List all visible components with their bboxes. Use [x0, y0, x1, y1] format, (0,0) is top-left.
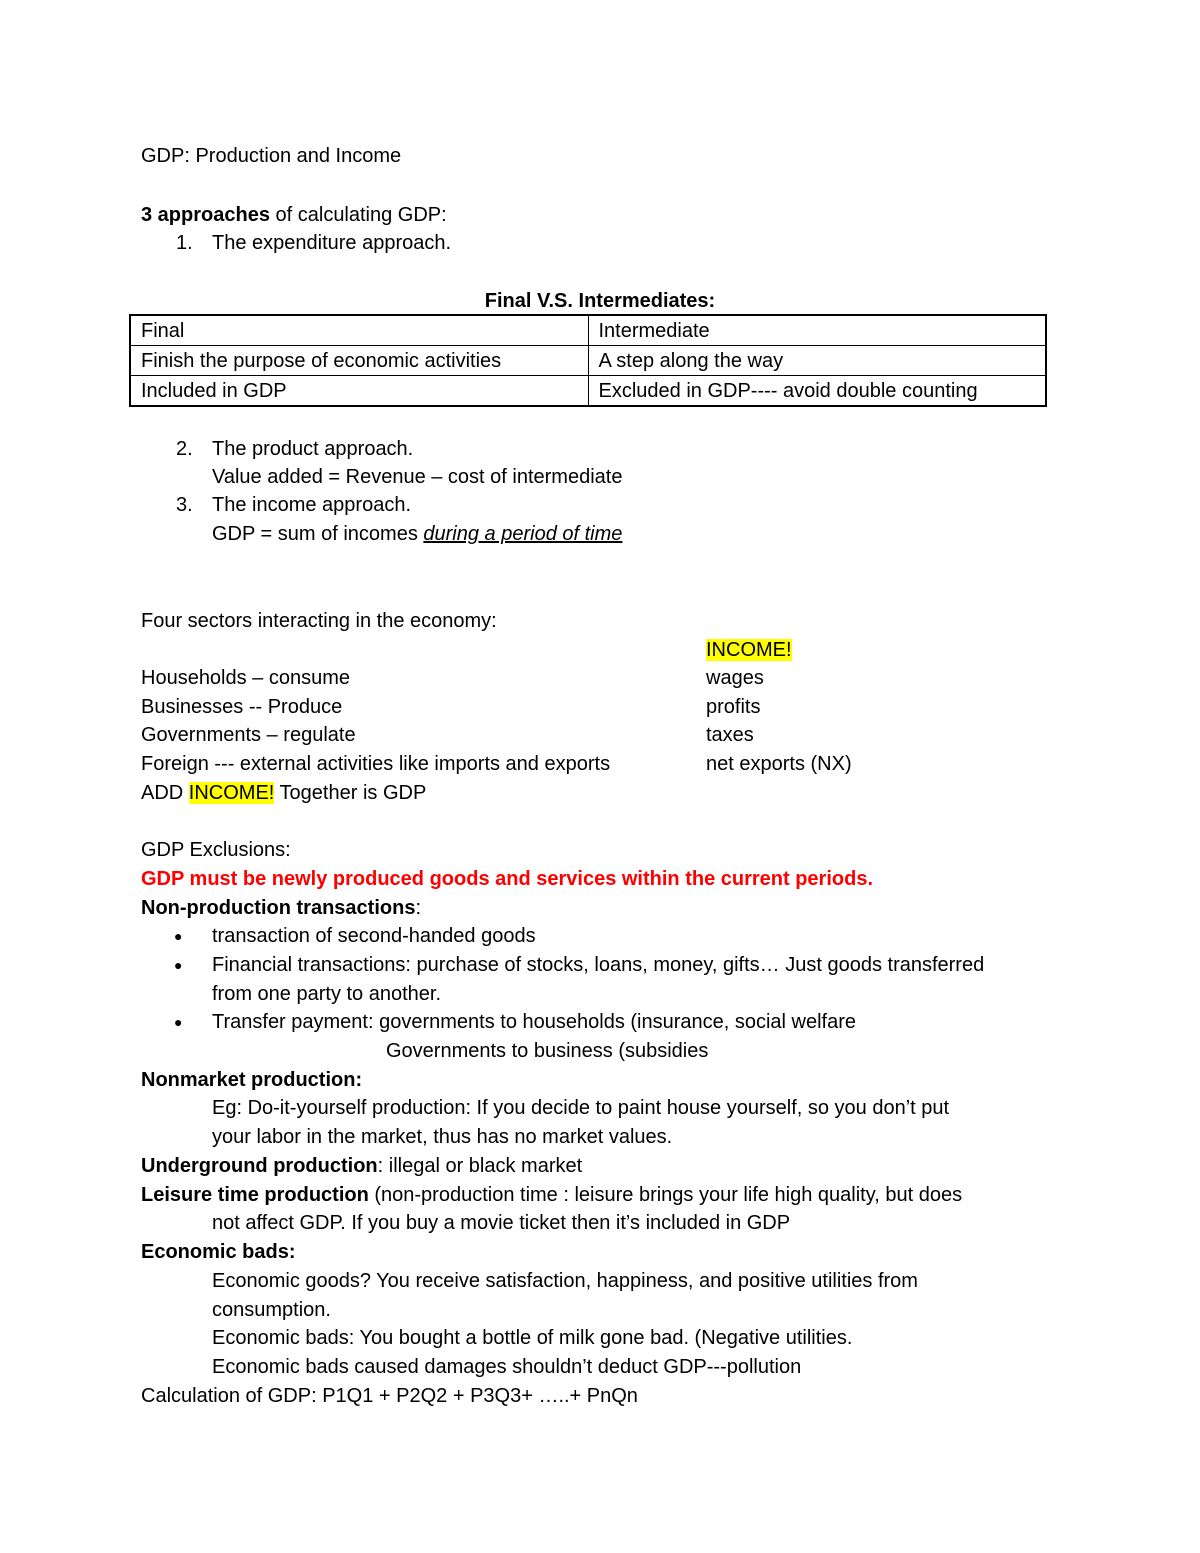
table-cell: A step along the way: [588, 346, 1046, 376]
economic-goods-cont: consumption.: [212, 1299, 331, 1321]
underground-line: [141, 1154, 582, 1178]
bullet-transfer: Transfer payment: governments to households (insurance, social welfare: [212, 1011, 857, 1033]
leisure-bold: Leisure time production: [141, 1184, 369, 1206]
income-approach: The income approach.: [212, 494, 412, 516]
nonproduction-heading-rest: :: [415, 897, 422, 919]
income-net-exports: net exports (NX): [706, 753, 852, 775]
income-header-highlight: INCOME!: [706, 639, 792, 661]
table-cell: Excluded in GDP---- avoid double counting: [588, 376, 1046, 407]
economic-bads-example: Economic bads: You bought a bottle of milk gone bad. (Negative utilities.: [212, 1327, 853, 1349]
underground-bold: Underground production: [141, 1155, 378, 1177]
income-formula: [212, 522, 622, 546]
table-row: [130, 346, 1046, 376]
sector-households: Households – consume: [141, 667, 351, 689]
bullet-icon: ●: [174, 957, 183, 973]
expenditure-approach: The expenditure approach.: [212, 232, 452, 254]
add-income-b: Together is GDP: [274, 782, 427, 804]
exclusions-heading: GDP Exclusions:: [141, 839, 291, 861]
add-income-highlight: INCOME!: [188, 782, 275, 804]
value-added-formula: Value added = Revenue – cost of intermediate: [212, 466, 623, 488]
nonmarket-heading: Nonmarket production:: [141, 1069, 363, 1091]
approaches-heading-rest: of calculating GDP:: [269, 204, 447, 226]
bullet-transfer-cont: Governments to business (subsidies: [386, 1040, 709, 1062]
income-taxes: taxes: [706, 724, 754, 746]
approaches-heading-bold: 3 approaches: [141, 204, 270, 226]
bullet-icon: ●: [174, 1014, 183, 1030]
table-row: [130, 315, 1046, 346]
bullet-icon: ●: [174, 928, 183, 944]
nonmarket-example: Eg: Do-it-yourself production: If you decide to paint house yourself, so you don’t put: [212, 1097, 950, 1119]
nonmarket-example-cont: your labor in the market, thus has no market values.: [212, 1126, 673, 1148]
economic-bads-heading: Economic bads:: [141, 1241, 296, 1263]
add-income-line: [141, 781, 426, 805]
table-cell: Final: [130, 315, 588, 346]
approaches-heading: [141, 203, 447, 227]
leisure-rest: (non-production time : leisure brings your life high quality, but does: [368, 1184, 963, 1206]
nonproduction-heading: [141, 896, 421, 920]
leisure-line: [141, 1183, 962, 1207]
table-row: [130, 376, 1046, 407]
economic-bads-pollution: Economic bads caused damages shouldn’t deduct GDP---pollution: [212, 1356, 802, 1378]
income-wages: wages: [706, 667, 764, 689]
income-header: [706, 638, 792, 662]
table-cell: Finish the purpose of economic activities: [130, 346, 588, 376]
add-income-a: ADD: [141, 782, 189, 804]
page-title: GDP: Production and Income: [141, 145, 402, 167]
gdp-calculation: Calculation of GDP: P1Q1 + P2Q2 + P3Q3+ …..+ PnQn: [141, 1385, 638, 1407]
underground-rest: : illegal or black market: [377, 1155, 583, 1177]
sectors-heading: Four sectors interacting in the economy:: [141, 610, 497, 632]
product-approach: The product approach.: [212, 438, 414, 460]
income-formula-text: GDP = sum of incomes: [212, 523, 424, 545]
sector-businesses: Businesses -- Produce: [141, 696, 343, 718]
bullet-second-hand: transaction of second-handed goods: [212, 925, 536, 947]
table-cell: Intermediate: [588, 315, 1046, 346]
economic-goods-line: Economic goods? You receive satisfaction, happiness, and positive utilities from: [212, 1270, 918, 1292]
list-number-3: 3.: [176, 494, 193, 516]
nonproduction-heading-bold: Non-production transactions: [141, 897, 416, 919]
bullet-financial-cont: from one party to another.: [212, 983, 442, 1005]
list-number-1: 1.: [176, 232, 193, 254]
leisure-line-cont: not affect GDP. If you buy a movie ticket then it’s included in GDP: [212, 1212, 791, 1234]
bullet-financial: Financial transactions: purchase of stocks, loans, money, gifts… Just goods transferred: [212, 954, 985, 976]
exclusions-rule: GDP must be newly produced goods and services within the current periods.: [141, 868, 874, 890]
final-vs-intermediate-table: [129, 314, 1047, 407]
sector-governments: Governments – regulate: [141, 724, 356, 746]
income-profits: profits: [706, 696, 761, 718]
sector-foreign: Foreign --- external activities like imports and exports: [141, 753, 611, 775]
table-cell: Included in GDP: [130, 376, 588, 407]
table-title: Final V.S. Intermediates:: [484, 290, 716, 312]
list-number-2: 2.: [176, 438, 193, 460]
income-formula-emphasis: during a period of time: [423, 523, 623, 545]
